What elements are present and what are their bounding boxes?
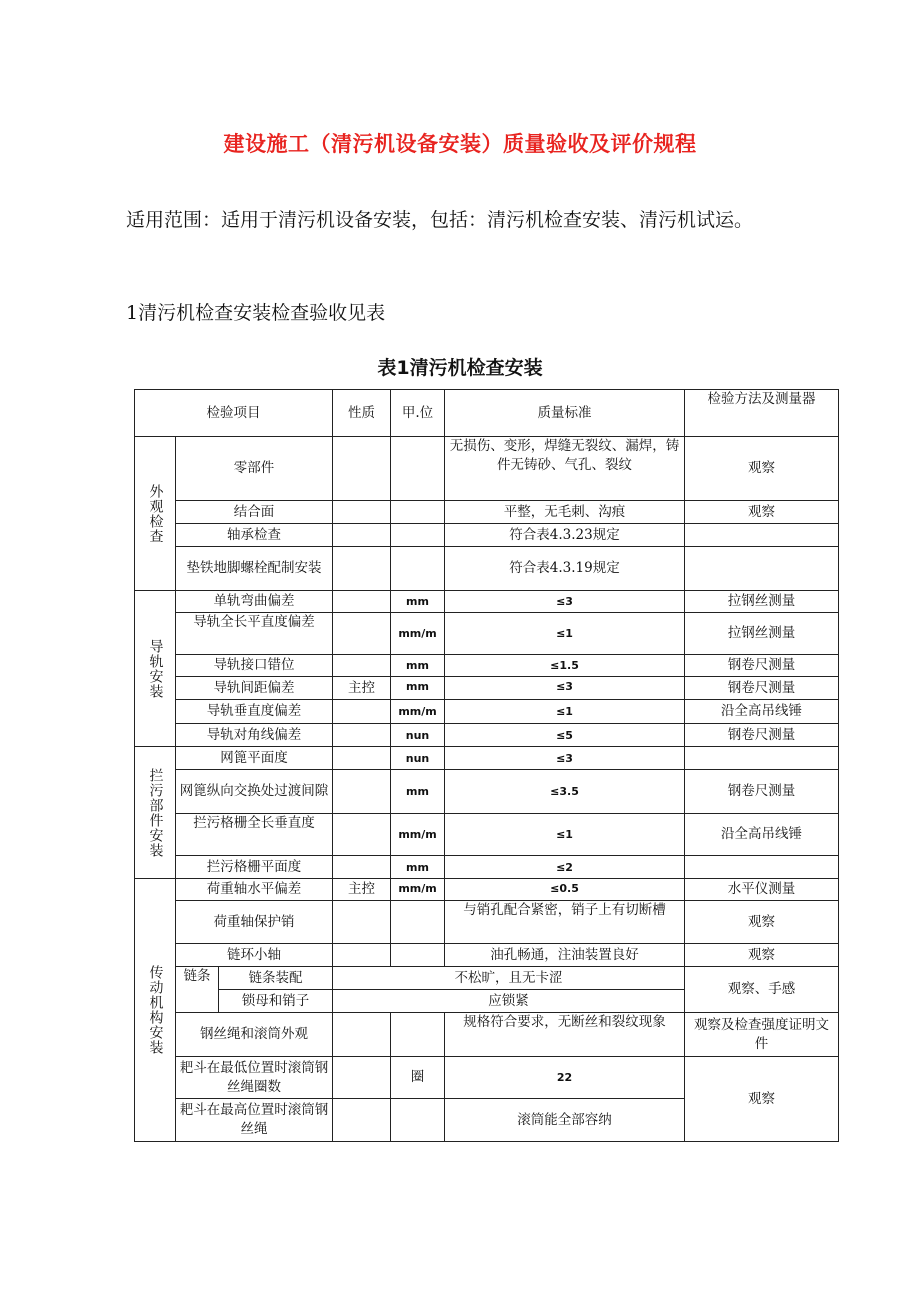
row-method: 沿全高吊线锤 — [685, 700, 839, 724]
row-standard: 应锁紧 — [333, 990, 685, 1013]
row-method — [685, 547, 839, 591]
row-item: 导轨接口错位 — [176, 655, 333, 677]
header-standard: 质量标准 — [445, 390, 685, 437]
row-unit: nun — [391, 747, 445, 770]
row-nature — [333, 770, 391, 814]
row-unit: mm/m — [391, 814, 445, 856]
row-standard: ≤3 — [445, 677, 685, 700]
row-unit — [391, 1013, 445, 1057]
row-nature — [333, 613, 391, 655]
row-item: 拦污格栅平面度 — [176, 856, 333, 879]
row-unit: mm — [391, 770, 445, 814]
row-method: 钢卷尺测量 — [685, 770, 839, 814]
row-method — [685, 524, 839, 547]
row-unit: mm — [391, 655, 445, 677]
row-method: 沿全高吊线锤 — [685, 814, 839, 856]
header-item: 检验项目 — [135, 390, 333, 437]
row-nature — [333, 856, 391, 879]
row-item: 单轨弯曲偏差 — [176, 591, 333, 613]
row-unit: 圈 — [391, 1057, 445, 1099]
table-row — [135, 724, 839, 747]
row-nature — [333, 1013, 391, 1057]
row-method: 钢卷尺测量 — [685, 724, 839, 747]
table-row — [135, 967, 839, 990]
row-item: 导轨对角线偏差 — [176, 724, 333, 747]
section-heading: 1清污机检查安装检查验收见表 — [126, 302, 386, 324]
row-item: 导轨间距偏差 — [176, 677, 333, 700]
header-method: 检验方法及测量器 — [685, 390, 839, 437]
row-method: 钢卷尺测量 — [685, 677, 839, 700]
row-nature — [333, 814, 391, 856]
row-item: 链环小轴 — [176, 944, 333, 967]
row-standard: ≤1 — [445, 613, 685, 655]
row-unit — [391, 547, 445, 591]
row-item: 荷重轴保护销 — [176, 901, 333, 944]
table-row — [135, 1013, 839, 1057]
row-method — [685, 747, 839, 770]
table-row — [135, 944, 839, 967]
row-item: 导轨垂直度偏差 — [176, 700, 333, 724]
row-item: 拦污格栅全长垂直度 — [176, 814, 333, 856]
row-method: 拉钢丝测量 — [685, 613, 839, 655]
row-nature — [333, 437, 391, 501]
row-nature — [333, 901, 391, 944]
row-item: 垫铁地脚螺栓配制安装 — [176, 547, 333, 591]
row-item: 网篦平面度 — [176, 747, 333, 770]
row-standard: 滚筒能全部容纳 — [445, 1099, 685, 1142]
row-nature — [333, 524, 391, 547]
row-item: 钢丝绳和滚筒外观 — [176, 1013, 333, 1057]
row-standard: ≤5 — [445, 724, 685, 747]
row-method: 观察、手感 — [685, 967, 839, 1013]
row-item: 零部件 — [176, 437, 333, 501]
document-title: 建设施工（清污机设备安装）质量验收及评价规程 — [223, 132, 697, 156]
table-row — [135, 856, 839, 879]
row-item: 轴承检查 — [176, 524, 333, 547]
row-unit: mm — [391, 856, 445, 879]
table-row — [135, 677, 839, 700]
row-method: 观察 — [685, 944, 839, 967]
row-unit — [391, 501, 445, 524]
group-drive: 传动机构安装 — [135, 879, 176, 1142]
row-unit: mm — [391, 591, 445, 613]
row-nature — [333, 1099, 391, 1142]
row-method: 观察 — [685, 437, 839, 501]
row-item: 耙斗在最高位置时滚筒钢丝绳 — [176, 1099, 333, 1142]
row-item: 网篦纵向交换处过渡间隙 — [176, 770, 333, 814]
row-standard: 符合表4.3.19规定 — [445, 547, 685, 591]
row-nature — [333, 700, 391, 724]
row-unit — [391, 944, 445, 967]
row-method: 钢卷尺测量 — [685, 655, 839, 677]
header-unit: 甲.位 — [391, 390, 445, 437]
table-row — [135, 501, 839, 524]
row-method: 观察 — [685, 501, 839, 524]
table-row — [135, 901, 839, 944]
row-method: 观察 — [685, 1057, 839, 1142]
table-row — [135, 1057, 839, 1099]
row-standard: 不松旷，且无卡涩 — [333, 967, 685, 990]
row-unit — [391, 1099, 445, 1142]
header-nature: 性质 — [333, 390, 391, 437]
row-standard: ≤2 — [445, 856, 685, 879]
row-item: 导轨全长平直度偏差 — [176, 613, 333, 655]
row-unit: mm — [391, 677, 445, 700]
row-item: 链条装配 — [219, 967, 333, 990]
row-standard: ≤1 — [445, 814, 685, 856]
row-nature — [333, 944, 391, 967]
group-appearance: 外观检查 — [135, 437, 176, 591]
row-method — [685, 856, 839, 879]
table-row — [135, 437, 839, 501]
row-standard: 平整，无毛刺、沟痕 — [445, 501, 685, 524]
row-unit: mm/m — [391, 700, 445, 724]
group-rail: 导轨安装 — [135, 591, 176, 747]
row-unit — [391, 437, 445, 501]
table-row — [135, 879, 839, 901]
row-nature: 主控 — [333, 677, 391, 700]
row-nature — [333, 747, 391, 770]
table-row — [135, 547, 839, 591]
row-method: 拉钢丝测量 — [685, 591, 839, 613]
row-standard: 22 — [445, 1057, 685, 1099]
group-debris: 拦污部件安装 — [135, 747, 176, 879]
row-item: 耙斗在最低位置时滚筒钢丝绳圈数 — [176, 1057, 333, 1099]
row-method: 观察 — [685, 901, 839, 944]
row-nature — [333, 1057, 391, 1099]
table-header-row — [135, 390, 839, 437]
row-standard: ≤3.5 — [445, 770, 685, 814]
row-nature — [333, 655, 391, 677]
row-unit: mm/m — [391, 613, 445, 655]
row-standard: 与销孔配合紧密，销子上有切断槽 — [445, 901, 685, 944]
table-row — [135, 655, 839, 677]
table-row — [135, 591, 839, 613]
row-unit: mm/m — [391, 879, 445, 901]
inspection-table — [134, 389, 839, 1142]
table-row — [135, 814, 839, 856]
row-standard: ≤1 — [445, 700, 685, 724]
row-method: 观察及检查强度证明文件 — [685, 1013, 839, 1057]
table-row — [135, 524, 839, 547]
row-standard: 无损伤、变形，焊缝无裂纹、漏焊，铸件无铸砂、气孔、裂纹 — [445, 437, 685, 501]
row-standard: ≤3 — [445, 747, 685, 770]
table-caption: 表1清污机检查安装 — [377, 357, 543, 379]
row-nature — [333, 724, 391, 747]
row-nature — [333, 591, 391, 613]
row-standard: ≤1.5 — [445, 655, 685, 677]
row-standard: 油孔畅通，注油装置良好 — [445, 944, 685, 967]
row-item: 荷重轴水平偏差 — [176, 879, 333, 901]
table-row — [135, 770, 839, 814]
row-item: 锁母和销子 — [219, 990, 333, 1013]
row-standard: 符合表4.3.23规定 — [445, 524, 685, 547]
row-nature: 主控 — [333, 879, 391, 901]
scope-paragraph: 适用范围：适用于清污机设备安装，包括：清污机检查安装、清污机试运。 — [126, 209, 754, 231]
group-chain: 链条 — [176, 967, 219, 1013]
row-standard: ≤3 — [445, 591, 685, 613]
row-item: 结合面 — [176, 501, 333, 524]
table-row — [135, 747, 839, 770]
table-row — [135, 613, 839, 655]
row-nature — [333, 501, 391, 524]
row-nature — [333, 547, 391, 591]
row-standard: 规格符合要求，无断丝和裂纹现象 — [445, 1013, 685, 1057]
row-method: 水平仪测量 — [685, 879, 839, 901]
row-standard: ≤0.5 — [445, 879, 685, 901]
table-row — [135, 700, 839, 724]
row-unit: nun — [391, 724, 445, 747]
row-unit — [391, 524, 445, 547]
row-unit — [391, 901, 445, 944]
